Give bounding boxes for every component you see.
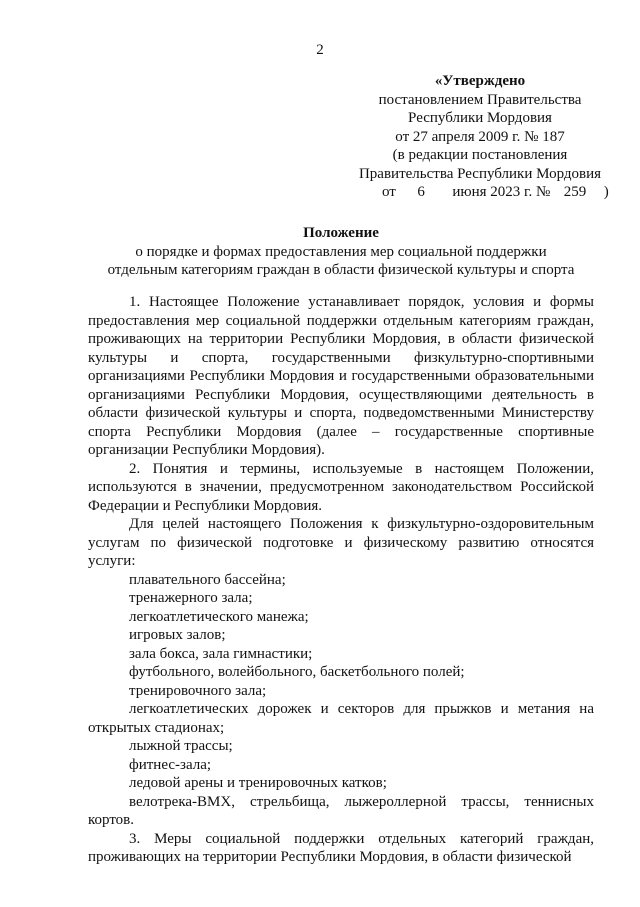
service-item: футбольного, волейбольного, баскетбольного полей;	[129, 664, 465, 680]
document-subtitle: отдельным категориям граждан в области физической культуры и спорта	[107, 262, 575, 278]
approval-stamp	[350, 72, 610, 202]
page-number: 2	[316, 42, 324, 58]
paragraph-3: 3. Меры социальной поддержки отдельных категорий граждан, проживающих на территории Республики Мордовия, в области физической	[88, 830, 594, 865]
date-number: 259	[563, 184, 587, 200]
service-item: тренировочного зала;	[129, 682, 267, 699]
approval-date-line	[350, 183, 610, 202]
service-item: лыжной трассы;	[129, 738, 233, 754]
service-item: плавательного бассейна;	[129, 571, 286, 588]
service-item: фитнес-зала;	[129, 756, 212, 773]
approval-title: «Утверждено	[434, 73, 526, 89]
service-item: тренажерного зала;	[129, 590, 253, 606]
paragraph-1: 1. Настоящее Положение устанавливает порядок, условия и формы предоставления мер социальной поддержки отдельным категориям граждан, проживающих на территории Республики Мордовия, в области физической культуры и спорта, государственными физкультурно-спортивными организациями Республики Мордовия и государственными образовательными организациями Республики Мордовия, осуществляющими деятельность в области физической культуры и спорта, подведомственными Министерству спорта Республики Мордовия (далее – государственные спортивные организации Республики Мордовия).	[88, 294, 594, 458]
approval-line: (в редакции постановления	[392, 147, 568, 163]
date-close: )	[603, 184, 609, 200]
document-title: Положение	[303, 225, 379, 241]
service-item: легкоатлетического манежа;	[129, 608, 309, 625]
approval-line: Правительства Республики Мордовия	[358, 165, 602, 182]
approval-line: Республики Мордовия	[408, 110, 552, 126]
date-day: 6	[417, 184, 425, 200]
paragraph-services-intro: Для целей настоящего Положения к физкультурно-оздоровительным услугам по физической подготовке и физическому развитию относятся услуги:	[88, 516, 594, 569]
service-item: игровых залов;	[129, 627, 226, 643]
approval-line: постановлением Правительства	[378, 91, 582, 108]
service-item: легкоатлетических дорожек и секторов для прыжков и метания на открытых стадионах;	[88, 701, 594, 736]
approval-line: от 27 апреля 2009 г. № 187	[395, 128, 565, 145]
service-item: зала бокса, зала гимнастики;	[129, 645, 313, 662]
date-prefix: от	[382, 184, 396, 200]
document-heading	[88, 224, 594, 280]
document-body	[88, 293, 594, 867]
service-item: ледовой арены и тренировочных катков;	[129, 775, 387, 791]
document-subtitle: о порядке и формах предоставления мер социальной поддержки	[135, 243, 547, 260]
paragraph-2: 2. Понятия и термины, используемые в настоящем Положении, используются в значении, предусмотренном законодательством Российской Федерации и Республики Мордовия.	[88, 460, 594, 514]
service-item: велотрека-BMX, стрельбища, лыжероллерной трассы, теннисных кортов.	[88, 793, 594, 828]
date-rest: июня 2023 г. №	[452, 184, 551, 200]
